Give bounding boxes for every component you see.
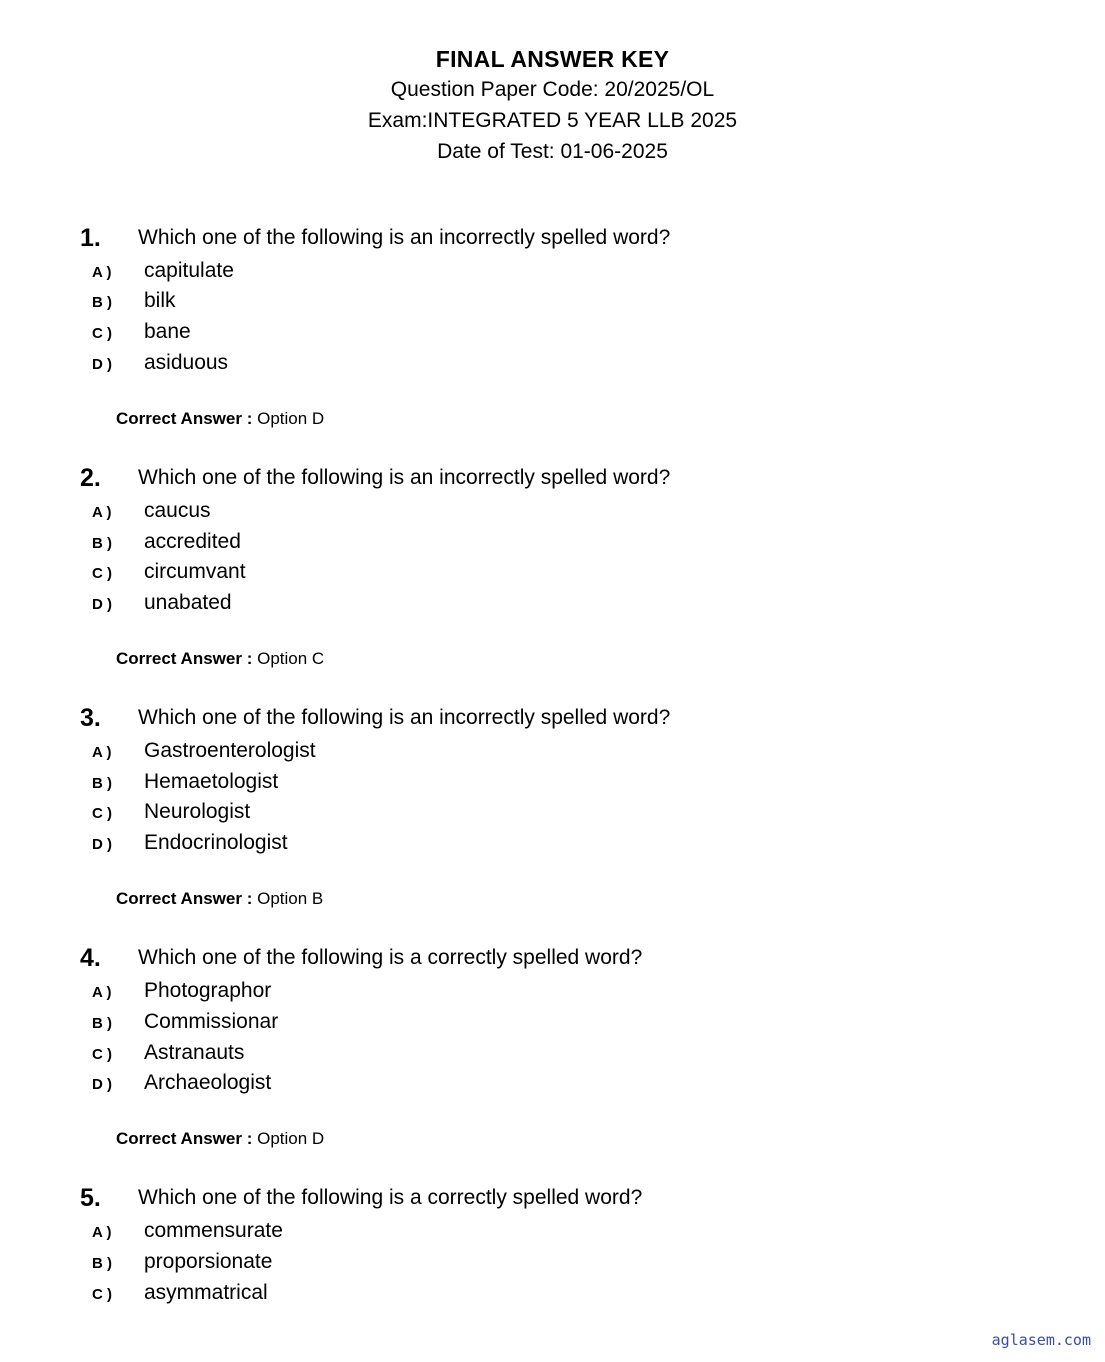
correct-answer-value: Option D (257, 409, 325, 428)
option-text: caucus (144, 499, 211, 522)
option-label: B ) (92, 1015, 112, 1032)
option-a (0, 497, 1105, 527)
question-text: Which one of the following is a correctly spelled word? (138, 1186, 643, 1209)
question-number: 4. (80, 944, 101, 972)
option-text: Archaeologist (144, 1071, 272, 1094)
option-d (0, 589, 1105, 619)
question-text: Which one of the following is an incorrectly spelled word? (138, 706, 671, 729)
correct-answer-value: Option B (257, 889, 324, 908)
correct-answer (116, 408, 324, 430)
option-c (0, 1039, 1105, 1069)
option-text: Hemaetologist (144, 770, 279, 793)
correct-answer-label: Correct Answer : (116, 889, 253, 908)
option-label: B ) (92, 535, 112, 552)
option-c (0, 318, 1105, 348)
test-date: Date of Test: 01-06-2025 (437, 140, 668, 163)
correct-answer-value: Option D (257, 1129, 325, 1148)
question-number: 2. (80, 464, 101, 492)
question-text: Which one of the following is a correctly spelled word? (138, 946, 643, 969)
option-label: C ) (92, 325, 112, 342)
question-number: 1. (80, 224, 101, 252)
option-b (0, 768, 1105, 798)
option-text: Gastroenterologist (144, 739, 316, 762)
question-number: 3. (80, 704, 101, 732)
option-label: C ) (92, 565, 112, 582)
option-d (0, 349, 1105, 379)
option-text: Photographor (144, 979, 272, 1002)
option-d (0, 829, 1105, 859)
option-b (0, 1248, 1105, 1278)
option-text: accredited (144, 530, 241, 553)
option-label: D ) (92, 1076, 112, 1093)
option-label: A ) (92, 744, 112, 761)
option-a (0, 737, 1105, 767)
option-label: A ) (92, 504, 112, 521)
question-number: 5. (80, 1184, 101, 1212)
option-b (0, 1008, 1105, 1038)
option-label: D ) (92, 596, 112, 613)
option-b (0, 528, 1105, 558)
option-a (0, 1217, 1105, 1247)
option-text: Endocrinologist (144, 831, 288, 854)
option-label: D ) (92, 836, 112, 853)
option-text: bane (144, 320, 191, 343)
option-text: Neurologist (144, 800, 251, 823)
correct-answer-label: Correct Answer : (116, 409, 253, 428)
option-c (0, 798, 1105, 828)
option-text: asymmatrical (144, 1281, 268, 1304)
option-label: A ) (92, 984, 112, 1001)
option-a (0, 257, 1105, 287)
option-c (0, 558, 1105, 588)
option-text: commensurate (144, 1219, 283, 1242)
option-text: Astranauts (144, 1041, 245, 1064)
option-label: C ) (92, 1286, 112, 1303)
option-label: C ) (92, 805, 112, 822)
correct-answer (116, 888, 323, 910)
option-label: B ) (92, 775, 112, 792)
option-text: circumvant (144, 560, 246, 583)
correct-answer-label: Correct Answer : (116, 649, 253, 668)
exam-name: Exam:INTEGRATED 5 YEAR LLB 2025 (367, 109, 738, 132)
paper-code: Question Paper Code: 20/2025/OL (390, 78, 715, 101)
option-text: bilk (144, 289, 176, 312)
page-header (0, 44, 1105, 167)
option-d (0, 1069, 1105, 1099)
option-label: B ) (92, 1255, 112, 1272)
option-label: D ) (92, 356, 112, 373)
watermark-link[interactable]: aglasem.com (991, 1331, 1091, 1349)
option-label: A ) (92, 1224, 112, 1241)
option-text: Commissionar (144, 1010, 279, 1033)
option-text: capitulate (144, 259, 234, 282)
question-text: Which one of the following is an incorrectly spelled word? (138, 226, 671, 249)
question-text: Which one of the following is an incorrectly spelled word? (138, 466, 671, 489)
option-label: B ) (92, 294, 112, 311)
option-text: proporsionate (144, 1250, 273, 1273)
option-label: A ) (92, 264, 112, 281)
correct-answer-label: Correct Answer : (116, 1129, 253, 1148)
correct-answer-value: Option C (257, 649, 325, 668)
correct-answer (116, 1128, 324, 1150)
document-title: FINAL ANSWER KEY (435, 46, 670, 72)
option-text: asiduous (144, 351, 229, 374)
option-label: C ) (92, 1046, 112, 1063)
option-a (0, 977, 1105, 1007)
option-b (0, 287, 1105, 317)
option-c (0, 1279, 1105, 1309)
option-text: unabated (144, 591, 232, 614)
correct-answer (116, 648, 324, 670)
